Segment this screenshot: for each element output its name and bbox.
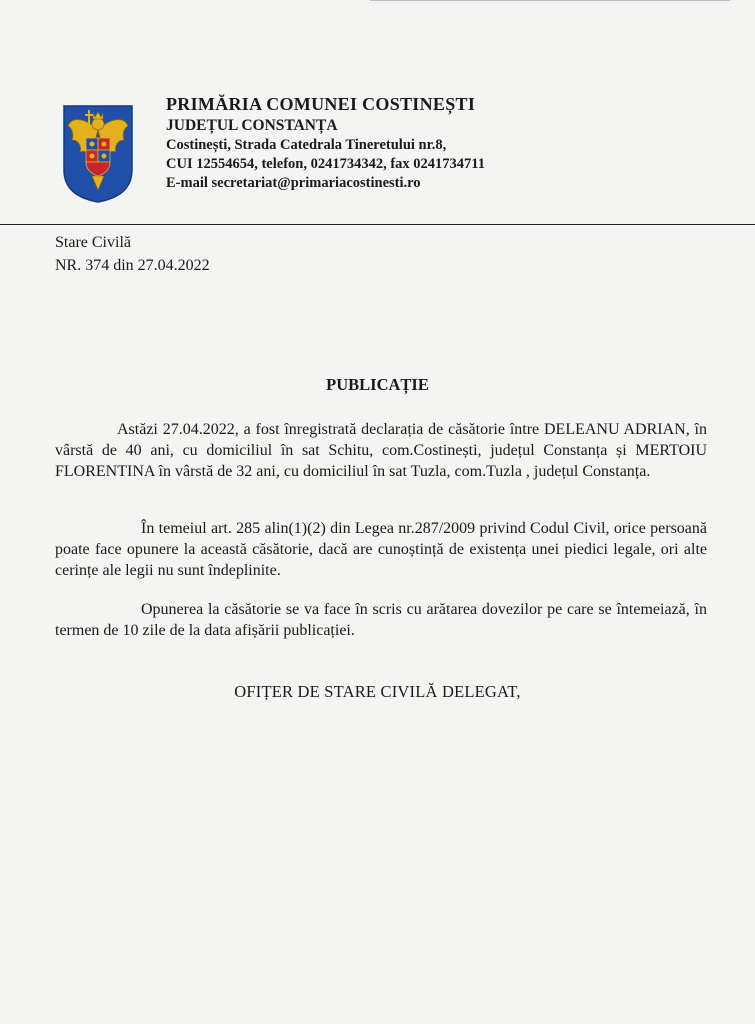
legal-basis-paragraph xyxy=(55,518,707,581)
department-label: Stare Civilă xyxy=(55,234,131,251)
registration-block xyxy=(55,231,210,277)
document-title: PUBLICAȚIE xyxy=(326,375,429,394)
header-divider xyxy=(0,224,755,225)
county-name: JUDEȚUL CONSTANȚA xyxy=(166,117,338,134)
legal-basis-text: În temeiul art. 285 alin(1)(2) din Legea nr.287/2009 privind Codul Civil, orice persoană poate face opunere la această căsătorie, dacă are cunoștință de existența unei piedici legale, ori alte cerințe ale legii nu sunt îndeplinite. xyxy=(55,520,707,579)
institution-header xyxy=(166,92,726,193)
officer-signature-line: OFIȚER DE STARE CIVILĂ DELEGAT, xyxy=(234,682,521,701)
romanian-coat-of-arms-icon xyxy=(62,100,134,204)
institution-address: Costinești, Strada Catedrala Tineretului nr.8, xyxy=(166,137,447,153)
opposition-paragraph xyxy=(55,599,707,641)
declaration-paragraph xyxy=(55,419,707,482)
institution-email: E-mail secretariat@primariacostinesti.ro xyxy=(166,175,421,191)
institution-contact: CUI 12554654, telefon, 0241734342, fax 0241734711 xyxy=(166,156,485,172)
top-edge-rule xyxy=(370,0,730,1)
registration-number: NR. 374 din 27.04.2022 xyxy=(55,257,210,274)
declaration-text: Astăzi 27.04.2022, a fost înregistrată declarația de căsătorie între DELEANU ADRIAN, în vârstă de 40 ani, cu domiciliul în sat Schitu, com.Costinești, județul Constanța și MERTOIU FLORENTINA în vârstă de 32 ani, cu domiciliul în sat Tuzla, com.Tuzla , județul Constanța. xyxy=(55,421,707,480)
institution-name: PRIMĂRIA COMUNEI COSTINEȘTI xyxy=(166,94,476,114)
opposition-text: Opunerea la căsătorie se va face în scris cu arătarea dovezilor pe care se întemeiază, în termen de 10 zile de la data afișării publicației. xyxy=(55,601,707,639)
